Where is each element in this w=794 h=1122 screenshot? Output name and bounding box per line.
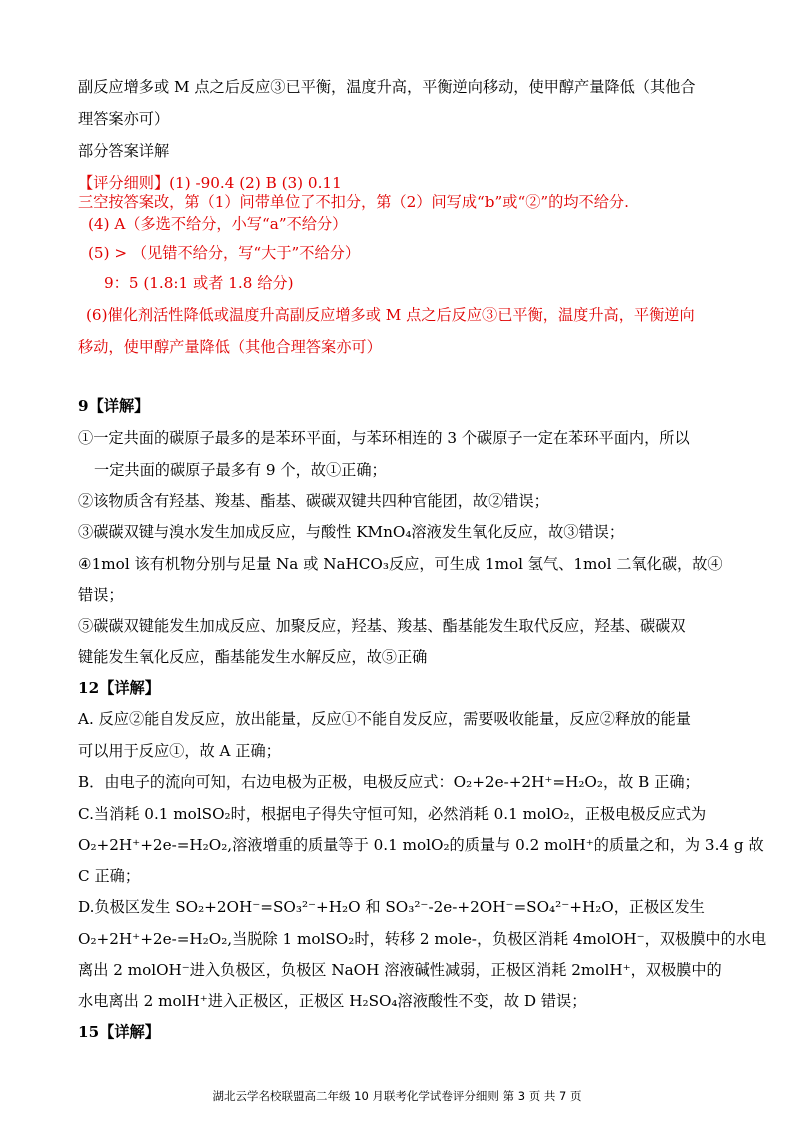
- q12-line-10: 水电离出 2 molH⁺进入正极区，正极区 H₂SO₄溶液酸性不变，故 D 错误；: [78, 992, 587, 1010]
- q9-line-5: ④1mol 该有机物分别与足量 Na 或 NaHCO₃反应，可生成 1mol 氢气、1mol 二氧化碳，故④: [78, 555, 723, 573]
- intro-line-2: 理答案亦可）: [78, 110, 170, 128]
- q12-line-5: O₂+2H⁺+2e-=H₂O₂,溶液增重的质量等于 0.1 molO₂的质量与 0.2 molH⁺的质量之和，为 3.4 g 故: [78, 836, 764, 854]
- q9-line-6: 错误；: [78, 586, 124, 604]
- q12-title: 12【详解】: [78, 679, 160, 697]
- q12-line-2: 可以用于反应①，故 A 正确；: [78, 742, 281, 760]
- q9-line-3: ②该物质含有羟基、羧基、酯基、碳碳双键共四种官能团，故②错误；: [78, 492, 549, 510]
- q15-title: 15【详解】: [78, 1023, 160, 1041]
- q12-line-1: A. 反应②能自发反应，放出能量，反应①不能自发反应，需要吸收能量，反应②释放的能量: [78, 710, 691, 728]
- q12-line-8: O₂+2H⁺+2e-=H₂O₂,当脱除 1 molSO₂时，转移 2 mole-，负极区消耗 4molOH⁻，双极膜中的水电: [78, 930, 767, 948]
- q12-line-4: C.当消耗 0.1 molSO₂时，根据电子得失守恒可知，必然消耗 0.1 molO₂，正极电极反应式为: [78, 805, 707, 823]
- page-footer: 湖北云学名校联盟高二年级 10 月联考化学试卷评分细则 第 3 页 共 7 页: [212, 1089, 582, 1103]
- scoring-line-5: 9：5 (1.8:1 或者 1.8 给分): [104, 274, 294, 292]
- q9-line-7: ⑤碳碳双键能发生加成反应、加聚反应，羟基、羧基、酯基能发生取代反应，羟基、碳碳双: [78, 617, 686, 635]
- q9-line-2: 一定共面的碳原子最多有 9 个，故①正确；: [94, 461, 387, 479]
- q12-line-9: 离出 2 molOH⁻进入负极区，负极区 NaOH 溶液碱性减弱，正极区消耗 2molH⁺，双极膜中的: [78, 961, 722, 979]
- q9-line-8: 键能发生氧化反应，酯基能发生水解反应，故⑤正确: [78, 648, 428, 666]
- scoring-line-4: (5) > （见错不给分，写“大于”不给分）: [88, 244, 361, 262]
- q12-line-3: B．由电子的流向可知，右边电极为正极，电极反应式：O₂+2e-+2H⁺=H₂O₂，故 B 正确；: [78, 773, 700, 791]
- partial-answers-title: 部分答案详解: [78, 142, 170, 160]
- q12-line-6: C 正确；: [78, 867, 141, 885]
- scoring-line-2: 三空按答案改，第（1）问带单位了不扣分，第（2）问写成“b”或“②”的均不给分.: [78, 193, 629, 211]
- q9-line-4: ③碳碳双键与溴水发生加成反应，与酸性 KMnO₄溶液发生氧化反应，故③错误；: [78, 523, 625, 541]
- scoring-line-1: 【评分细则】(1) -90.4 (2) B (3) 0.11: [78, 174, 342, 192]
- scoring-line-6: (6)催化剂活性降低或温度升高副反应增多或 M 点之后反应③已平衡，温度升高，平衡逆向: [86, 306, 695, 324]
- intro-line-1: 副反应增多或 M 点之后反应③已平衡，温度升高，平衡逆向移动，使甲醇产量降低（其他合: [78, 78, 696, 96]
- q12-line-7: D.负极区发生 SO₂+2OH⁻=SO₃²⁻+H₂O 和 SO₃²⁻-2e-+2OH⁻=SO₄²⁻+H₂O，正极区发生: [78, 898, 705, 916]
- scoring-line-3: (4) A（多选不给分，小写“a”不给分）: [88, 215, 348, 233]
- scoring-line-7: 移动，使甲醇产量降低（其他合理答案亦可）: [78, 338, 382, 356]
- q9-line-1: ①一定共面的碳原子最多的是苯环平面，与苯环相连的 3 个碳原子一定在苯环平面内，所以: [78, 429, 690, 447]
- q9-title: 9【详解】: [78, 397, 150, 415]
